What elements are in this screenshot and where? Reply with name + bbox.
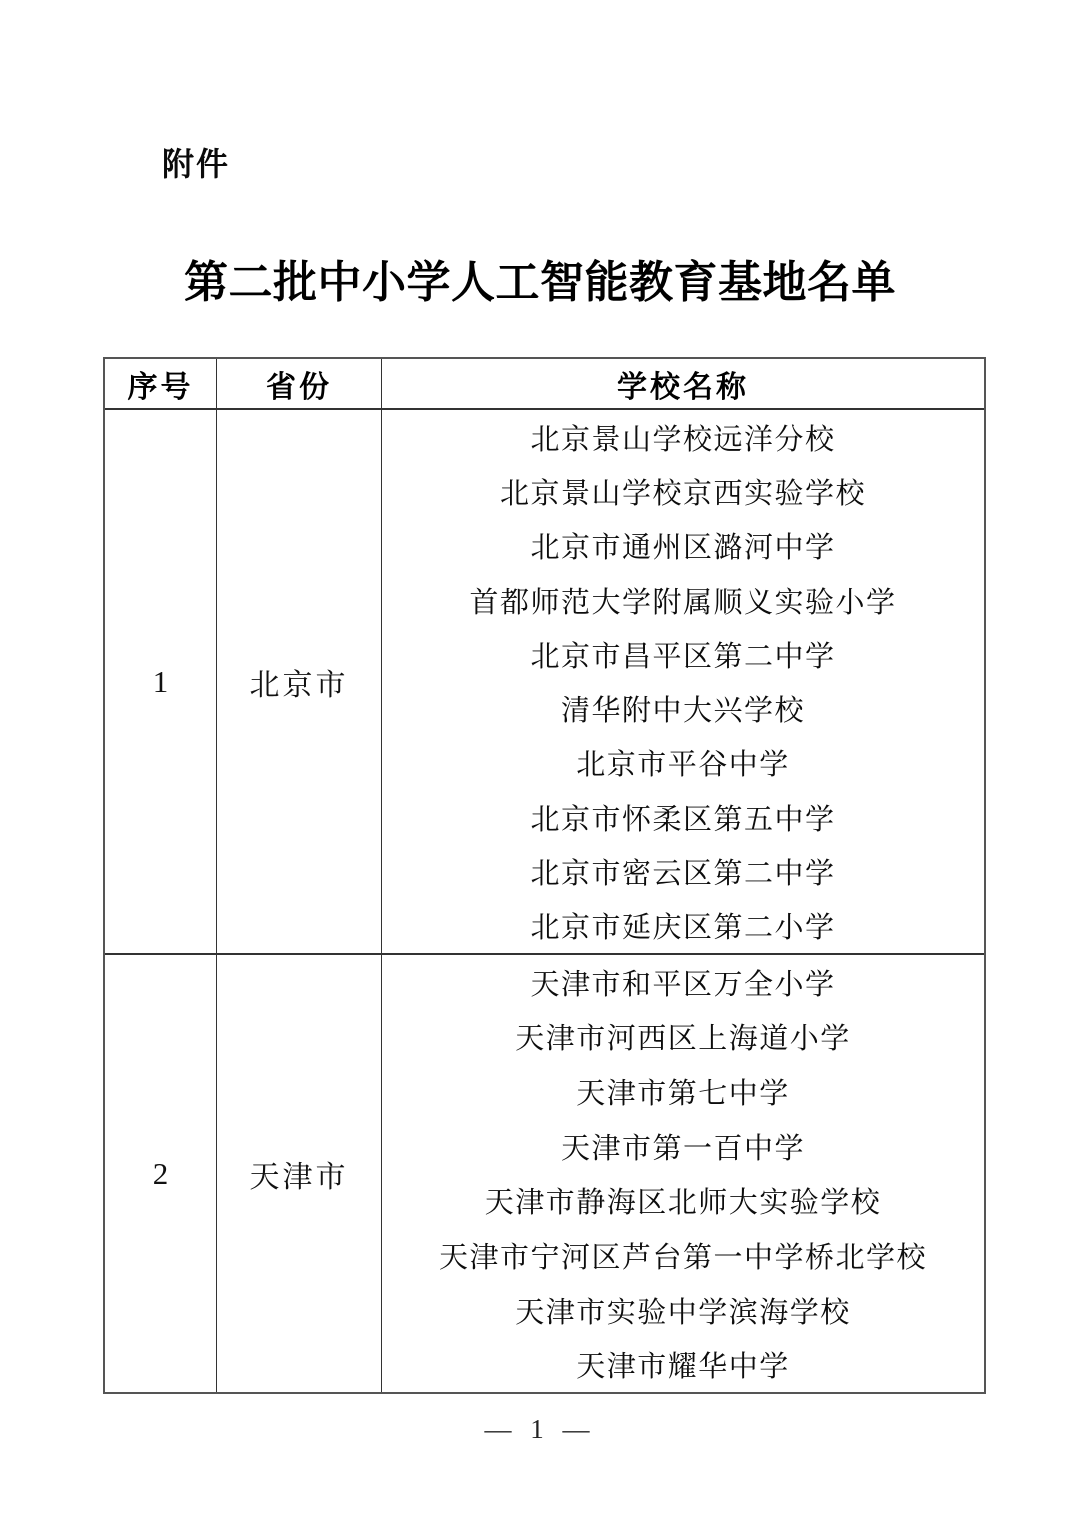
school-name: 北京市延庆区第二小学 bbox=[530, 912, 836, 945]
school-name: 天津市河西区上海道小学 bbox=[515, 1023, 851, 1056]
row-number-cell: 2 bbox=[105, 955, 217, 1392]
school-name: 北京市怀柔区第五中学 bbox=[530, 803, 836, 836]
table-body bbox=[105, 410, 984, 1392]
attachment-label: 附件 bbox=[162, 146, 231, 182]
school-name: 北京市通州区潞河中学 bbox=[530, 532, 836, 565]
school-list-cell bbox=[382, 955, 984, 1392]
column-header-no: 序号 bbox=[105, 359, 217, 410]
row-number-cell: 1 bbox=[105, 410, 217, 955]
province-name-cell: 天津市 bbox=[217, 955, 382, 1392]
school-name: 天津市耀华中学 bbox=[576, 1351, 790, 1384]
page-number: — 1 — bbox=[484, 1414, 596, 1444]
province-row bbox=[105, 955, 984, 1392]
school-name: 天津市实验中学滨海学校 bbox=[515, 1296, 851, 1329]
column-header-school: 学校名称 bbox=[382, 359, 984, 410]
school-name: 北京景山学校京西实验学校 bbox=[499, 477, 866, 510]
province-name-cell: 北京市 bbox=[217, 410, 382, 955]
school-name: 北京景山学校远洋分校 bbox=[530, 423, 836, 456]
school-list-cell bbox=[382, 410, 984, 955]
column-header-province: 省份 bbox=[217, 359, 382, 410]
school-name: 清华附中大兴学校 bbox=[560, 695, 805, 728]
province-row bbox=[105, 410, 984, 955]
table-header-row bbox=[105, 359, 984, 410]
school-name: 首都师范大学附属顺义实验小学 bbox=[469, 586, 897, 619]
document-title: 第二批中小学人工智能教育基地名单 bbox=[184, 258, 896, 307]
school-name: 北京市平谷中学 bbox=[576, 749, 790, 782]
school-name: 天津市宁河区芦台第一中学桥北学校 bbox=[438, 1241, 927, 1274]
school-name: 天津市第一百中学 bbox=[560, 1132, 805, 1165]
school-name: 北京市密云区第二中学 bbox=[530, 858, 836, 891]
school-name: 北京市昌平区第二中学 bbox=[530, 640, 836, 673]
school-name: 天津市和平区万全小学 bbox=[530, 968, 836, 1001]
school-name: 天津市静海区北师大实验学校 bbox=[484, 1187, 882, 1220]
school-name: 天津市第七中学 bbox=[576, 1078, 790, 1111]
schools-table bbox=[103, 357, 986, 1394]
